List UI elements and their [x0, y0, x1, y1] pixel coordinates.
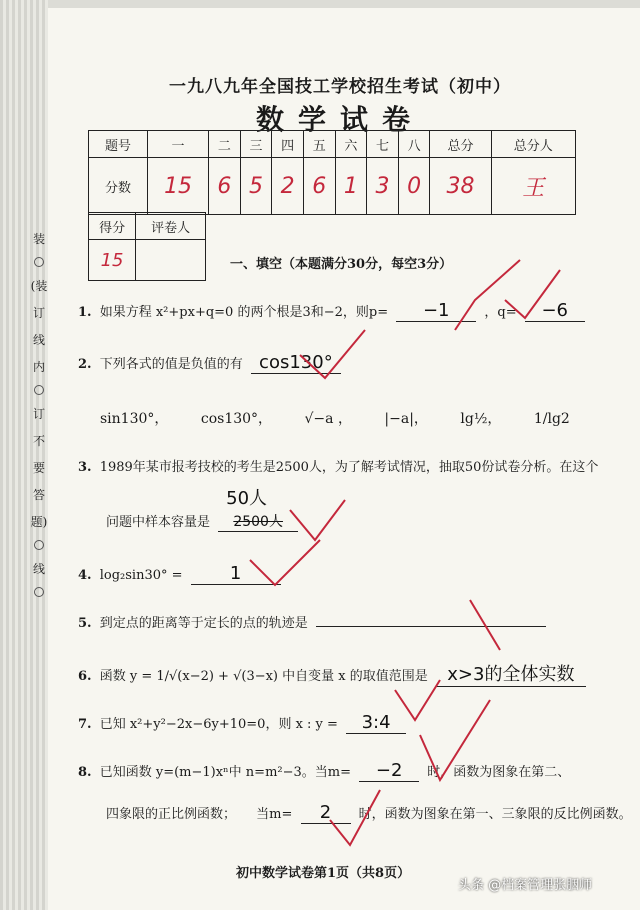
margin-char: 线 — [32, 333, 45, 347]
column-label: 四 — [272, 131, 304, 158]
answer-blank[interactable]: x>3的全体实数 — [436, 660, 586, 687]
question-7 — [78, 712, 410, 734]
score-cell: 15 — [148, 158, 209, 215]
score-cell: 0 — [398, 158, 430, 215]
score-table-score-row — [89, 158, 576, 215]
exam-main-title: 数学试卷 — [255, 103, 424, 136]
answer-text: 50人 — [226, 488, 268, 509]
question-4 — [78, 563, 285, 585]
column-label: 一 — [148, 131, 209, 158]
grader-header-row — [89, 213, 206, 240]
question-number: 7. — [78, 717, 92, 732]
question-2-options — [100, 408, 598, 428]
binding-hole-icon — [34, 540, 44, 550]
margin-char: (装 — [30, 279, 48, 293]
question-number: 5. — [78, 616, 92, 631]
question-text: 函数 y = 1/√(x−2) + √(3−x) 中自变量 x 的取值范围是 — [99, 669, 428, 684]
score-cell: 38 — [430, 158, 491, 215]
margin-char: 要 — [32, 461, 45, 475]
question-number: 1. — [78, 305, 92, 320]
column-label: 总分人 — [491, 131, 575, 158]
question-8 — [78, 760, 570, 782]
answer-blank[interactable]: 2 — [301, 802, 351, 824]
option-item: lg½， — [460, 411, 502, 427]
column-label: 七 — [367, 131, 399, 158]
option-item: √−a ， — [304, 411, 352, 427]
grader-score-label: 得分 — [89, 213, 136, 240]
question-text: 如果方程 x²+px+q=0 的两个根是3和−2，则p= — [99, 305, 389, 320]
score-cell: 3 — [367, 158, 399, 215]
grader-name-value — [136, 240, 206, 281]
margin-char: 题) — [30, 515, 48, 529]
margin-char: 不 — [32, 434, 45, 448]
question-number: 2. — [78, 357, 92, 372]
question-number: 4. — [78, 568, 92, 583]
score-cell: 2 — [272, 158, 304, 215]
binding-margin-strip — [30, 230, 48, 790]
struck-answer: 2500人 — [233, 514, 283, 530]
grader-name-label: 评卷人 — [136, 213, 206, 240]
margin-char: 装 — [32, 232, 45, 246]
question-text: ，q= — [484, 305, 517, 320]
exam-header-title: 一九八九年全国技工学校招生考试（初中） — [169, 77, 511, 97]
column-label: 八 — [398, 131, 430, 158]
section-title: 一、填空（本题满分30分，每空3分） — [230, 257, 453, 272]
question-1 — [78, 300, 589, 322]
grader-table — [88, 212, 206, 281]
question-2 — [78, 352, 345, 374]
page-footer: 初中数学试卷第1页（共8页） — [236, 866, 411, 881]
question-text: 到定点的距离等于定长的点的轨迹是 — [99, 616, 308, 631]
grader-value-row — [89, 240, 206, 281]
question-text: 问题中样本容量是 — [106, 515, 211, 530]
option-item: 1/lg2 — [533, 411, 570, 427]
column-label: 总分 — [430, 131, 491, 158]
answer-blank[interactable] — [316, 626, 546, 627]
question-number: 6. — [78, 669, 92, 684]
row-label: 题号 — [89, 131, 148, 158]
score-table — [88, 130, 576, 215]
answer-blank[interactable]: −2 — [359, 760, 419, 782]
grader-score-value: 15 — [89, 240, 136, 281]
question-text: 四象限的正比例函数； — [106, 807, 237, 822]
watermark: 头条 @档案管理张胭师 — [458, 878, 593, 893]
question-text: 已知 x²+y²−2x−6y+10=0，则 x : y = — [99, 717, 338, 732]
column-label: 二 — [209, 131, 241, 158]
score-cell: 6 — [209, 158, 241, 215]
score-cell: 1 — [335, 158, 367, 215]
question-text: 当m= — [256, 807, 293, 822]
option-item: |−a|， — [384, 411, 428, 427]
score-cell: 5 — [240, 158, 272, 215]
answer-blank[interactable]: cos130° — [251, 352, 341, 374]
question-8-line2 — [106, 802, 632, 824]
question-text: log₂sin30° = — [99, 568, 183, 583]
question-5 — [78, 612, 550, 631]
question-3-line2 — [106, 488, 302, 532]
row-label: 分数 — [89, 158, 148, 215]
margin-char: 答 — [32, 488, 45, 502]
margin-char: 订 — [32, 407, 45, 421]
score-table-header-row — [89, 131, 576, 158]
margin-char: 订 — [32, 306, 45, 320]
answer-blank[interactable] — [218, 488, 298, 532]
margin-char: 线 — [32, 562, 45, 576]
binding-hole-icon — [34, 385, 44, 395]
answer-blank[interactable]: 1 — [191, 563, 281, 585]
column-label: 六 — [335, 131, 367, 158]
question-text: 已知函数 y=(m−1)xⁿ中 n=m²−3。当m= — [99, 765, 351, 780]
score-cell: 王 — [491, 158, 575, 215]
question-text: 1989年某市报考技校的考生是2500人，为了解考试情况，抽取50份试卷分析。在这个 — [99, 460, 599, 475]
margin-char: 内 — [32, 360, 45, 374]
question-3 — [78, 456, 598, 475]
answer-blank[interactable]: 3:4 — [346, 712, 406, 734]
answer-blank[interactable]: −1 — [396, 300, 476, 322]
score-cell: 6 — [303, 158, 335, 215]
column-label: 三 — [240, 131, 272, 158]
question-text: 时，函数为图象在第二、 — [427, 765, 571, 780]
option-item: sin130°， — [100, 411, 169, 427]
question-text: 下列各式的值是负值的有 — [99, 357, 243, 372]
column-label: 五 — [303, 131, 335, 158]
answer-blank[interactable]: −6 — [525, 300, 585, 322]
question-number: 3. — [78, 460, 92, 475]
question-number: 8. — [78, 765, 92, 780]
question-text: 时，函数为图象在第一、三象限的反比例函数。 — [358, 807, 632, 822]
binding-hole-icon — [34, 257, 44, 267]
binding-hole-icon — [34, 587, 44, 597]
question-6 — [78, 660, 590, 687]
option-item: cos130°， — [200, 411, 273, 427]
